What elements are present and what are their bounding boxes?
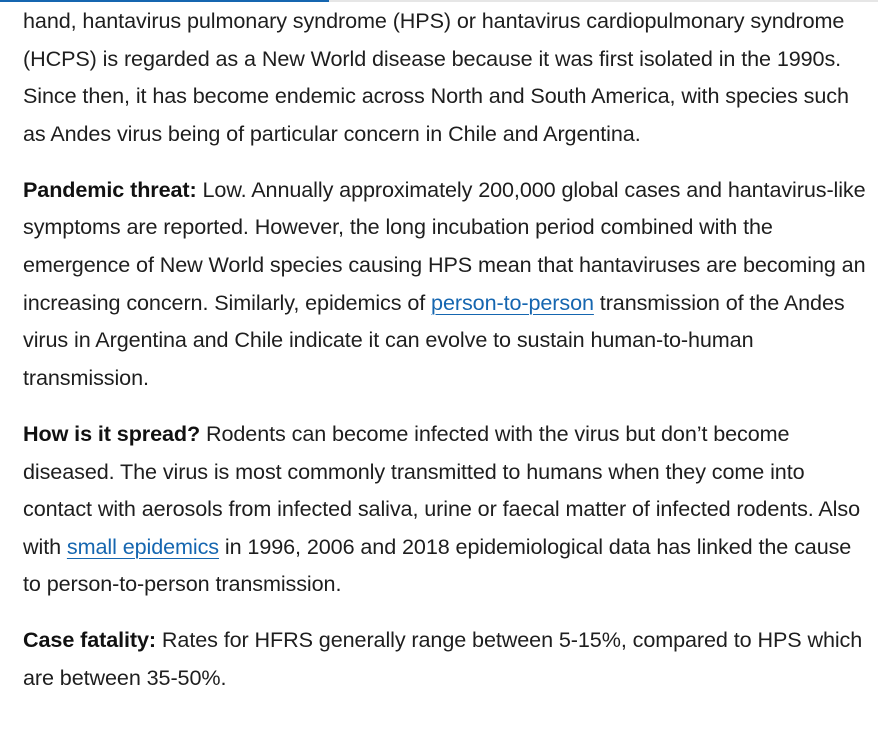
pandemic-threat-label: Pandemic threat:	[23, 176, 197, 202]
spread-text-2: in 1996, 2006 and 2018 epidemiological data has linked the cause to person-to-person transmission.	[23, 533, 852, 597]
case-fatality-text: Rates for HFRS generally range between 5-15%, compared to HPS which are between 35-50%.	[23, 627, 863, 690]
spread-text-1: Rodents can become infected with the virus but don’t become diseased. The virus is most commonly transmitted to humans when they come into contact with aerosols from infected saliva, urine or faecal matter of infected rodents. Also with	[23, 420, 860, 559]
case-fatality-label: Case fatality:	[23, 627, 157, 653]
pandemic-threat-text-1: Low. Annually approximately 200,000 global cases and hantavirus-like symptoms are reported. However, the long incubation period combined with the emergence of New World species causing HPS mean that hantaviruses are becoming an increasing concern. Similarly, epidemics of	[23, 176, 866, 315]
spread-label: How is it spread?	[23, 420, 201, 446]
intro-paragraph	[23, 2, 868, 152]
intro-text: hand, hantavirus pulmonary syndrome (HPS) or hantavirus cardiopulmonary syndrome (HCPS) is regarded as a New World disease because it was first isolated in the 1990s. Since then, it has become endemic across North and South America, with species such as Andes virus being of particular concern in Chile and Argentina.	[23, 8, 849, 146]
article-body	[23, 0, 868, 715]
pandemic-threat-paragraph	[23, 171, 868, 397]
case-fatality-paragraph	[23, 621, 868, 696]
person-to-person-link[interactable]: person-to-person	[431, 289, 594, 315]
spread-paragraph	[23, 415, 868, 603]
small-epidemics-link[interactable]: small epidemics	[66, 533, 220, 559]
pandemic-threat-text-2: transmission of the Andes virus in Argentina and Chile indicate it can evolve to sustain human-to-human transmission.	[23, 289, 845, 390]
